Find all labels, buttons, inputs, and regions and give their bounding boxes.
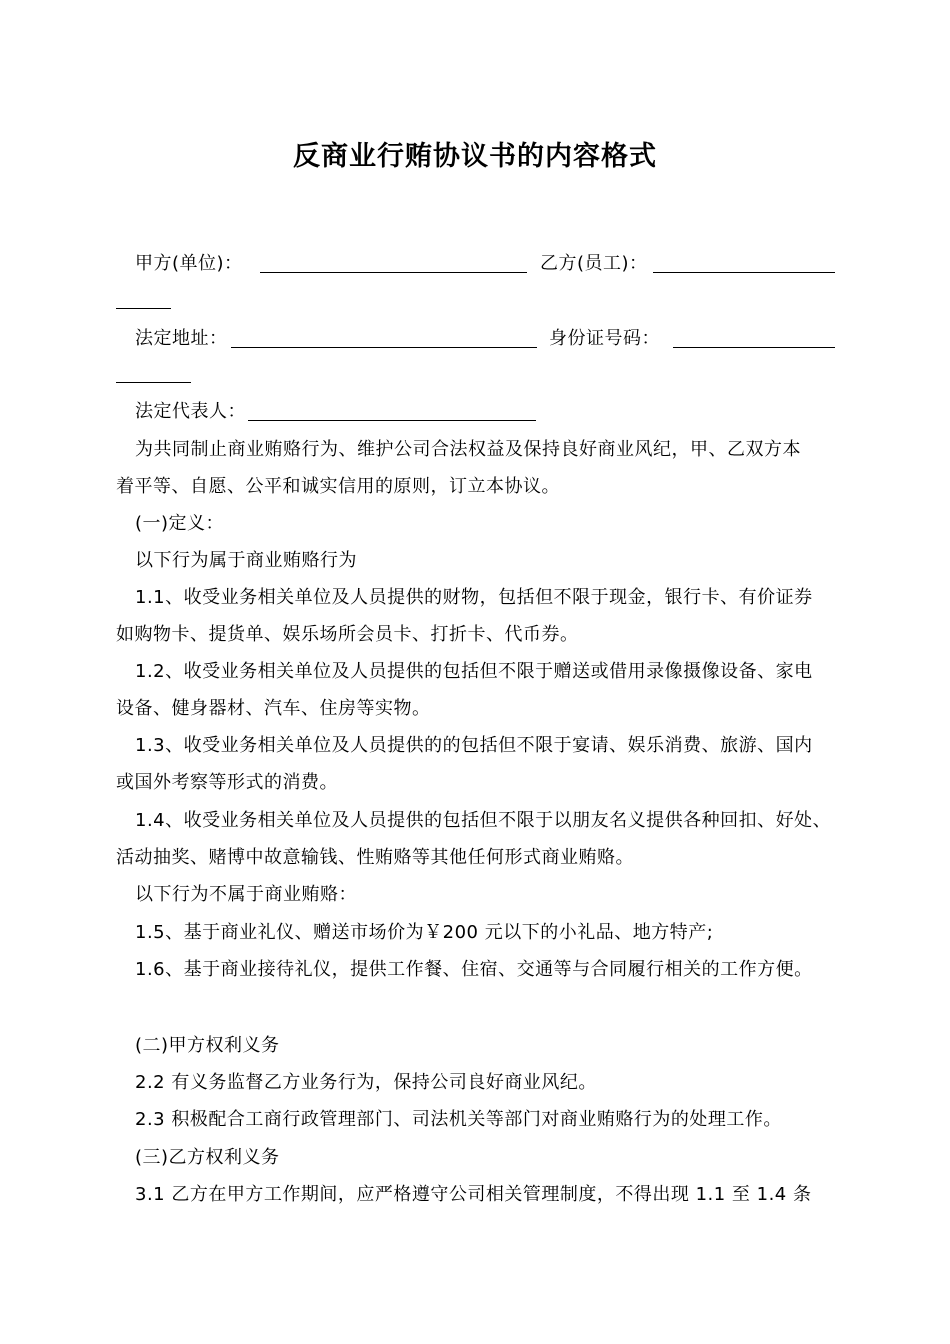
id-number-label: 身份证号码： (549, 328, 660, 349)
section-2-heading: (二)甲方权利义务 (135, 1035, 280, 1056)
item-1-2-line-2: 设备、健身器材、汽车、住房等实物。 (116, 698, 431, 719)
address-label: 法定地址： (135, 328, 228, 349)
section-3-heading: (三)乙方权利义务 (135, 1147, 280, 1168)
legal-rep-label: 法定代表人： (135, 401, 246, 422)
item-2-2: 2.2 有义务监督乙方业务行为，保持公司良好商业风纪。 (135, 1072, 597, 1093)
item-1-6: 1.6、基于商业接待礼仪，提供工作餐、住宿、交通等与合同履行相关的工作方便。 (135, 959, 813, 980)
document-title: 反商业行贿协议书的内容格式 (293, 141, 657, 172)
item-1-3-line-1: 1.3、收受业务相关单位及人员提供的的包括但不限于宴请、娱乐消费、旅游、国内 (135, 735, 813, 756)
item-1-4-line-1: 1.4、收受业务相关单位及人员提供的包括但不限于以朋友名义提供各种回扣、好处、 (135, 810, 832, 831)
section-1-heading: (一)定义： (135, 513, 225, 534)
party-b-blank (653, 272, 835, 273)
party-a-blank (260, 272, 527, 273)
legal-rep-blank (248, 420, 536, 421)
item-1-3-line-2: 或国外考察等形式的消费。 (116, 772, 338, 793)
item-1-1-line-1: 1.1、收受业务相关单位及人员提供的财物，包括但不限于现金，银行卡、有价证券 (135, 587, 813, 608)
party-a-label: 甲方(单位)： (135, 253, 243, 274)
item-1-2-line-1: 1.2、收受业务相关单位及人员提供的包括但不限于赠送或借用录像摄像设备、家电 (135, 661, 813, 682)
item-1-1-line-2: 如购物卡、提货单、娱乐场所会员卡、打折卡、代币券。 (116, 624, 579, 645)
id-number-blank (673, 347, 835, 348)
item-1-5: 1.5、基于商业礼仪、赠送市场价为￥200 元以下的小礼品、地方特产; (135, 922, 714, 943)
item-2-3: 2.3 积极配合工商行政管理部门、司法机关等部门对商业贿赂行为的处理工作。 (135, 1109, 782, 1130)
intro-line-1: 为共同制止商业贿赂行为、维护公司合法权益及保持良好商业风纪，甲、乙双方本 (135, 439, 801, 460)
party-b-label: 乙方(员工)： (540, 253, 648, 274)
address-blank (231, 347, 537, 348)
intro-line-2: 着平等、自愿、公平和诚实信用的原则，订立本协议。 (116, 476, 560, 497)
item-1-4-line-2: 活动抽奖、赌博中故意输钱、性贿赂等其他任何形式商业贿赂。 (116, 847, 634, 868)
section-1-subheading-included: 以下行为属于商业贿赂行为 (135, 550, 357, 571)
party-b-blank-continued (116, 308, 171, 309)
id-number-blank-continued (116, 382, 191, 383)
item-3-1: 3.1 乙方在甲方工作期间，应严格遵守公司相关管理制度，不得出现 1.1 至 1.4 条 (135, 1184, 812, 1205)
section-1-subheading-excluded: 以下行为不属于商业贿赂： (135, 884, 357, 905)
